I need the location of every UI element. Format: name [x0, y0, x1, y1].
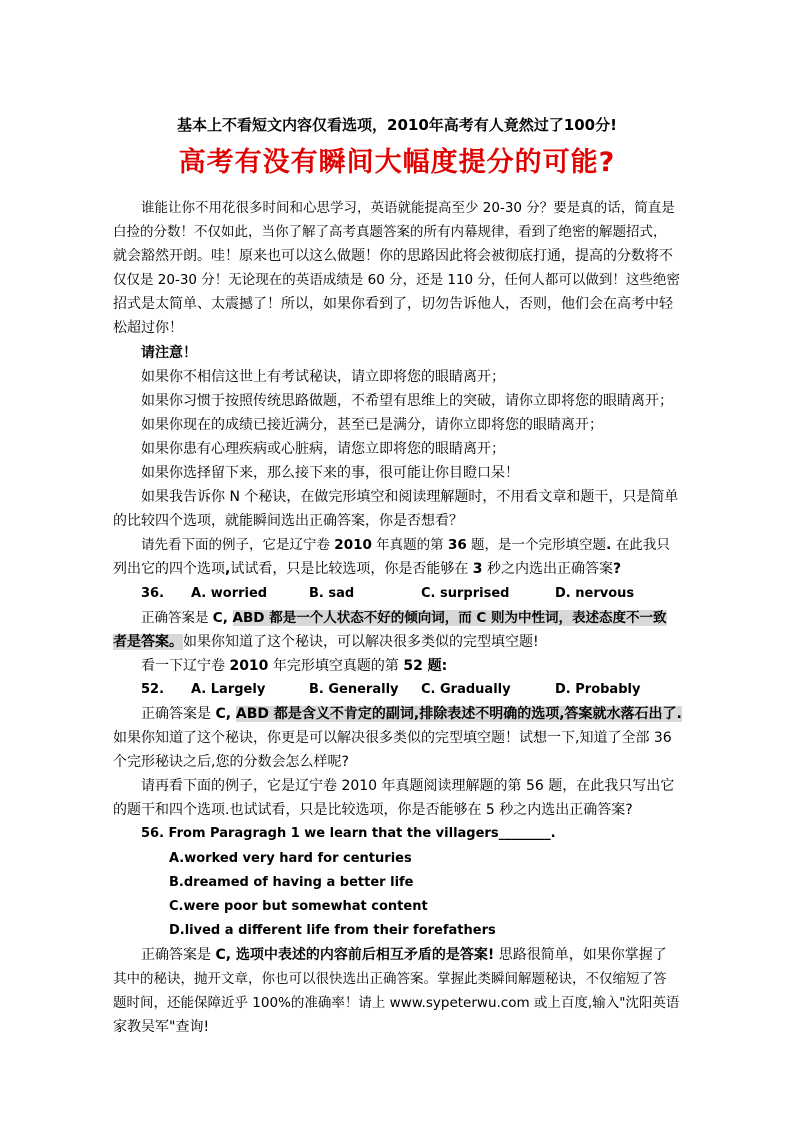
answer52-line3: 个完形秘诀之后,您的分数会怎么样呢? [113, 754, 349, 771]
answer-highlight: 选项中表述的内容前后相互矛盾的是答案! [235, 946, 495, 963]
text: 思路很简单，如果你掌握了 [494, 946, 667, 963]
notice-item: 如果你习惯于按照传统思路做题，不希望有思维上的突破，请你立即将您的眼睛离开； [141, 392, 673, 409]
question-number: 36. [141, 585, 165, 601]
text: 正确答案是 [141, 946, 216, 963]
answer-letter: C, [212, 609, 233, 626]
text: 看一下辽宁卷 [141, 657, 230, 674]
example3-intro: 的题干和四个选项.也试试看，只是比较选项，你是否能够在 5 秒之内选出正确答案? [113, 802, 633, 819]
question-56-option: C.were poor but somewhat content [169, 898, 428, 914]
punct: . [606, 537, 616, 554]
example1-intro [113, 533, 685, 557]
option: D. Probably [555, 681, 641, 697]
question-56-option: A.worked very hard for centuries [169, 850, 412, 866]
option: B. sad [309, 585, 355, 601]
text: 正确答案是 [141, 705, 216, 722]
seconds: 3 [472, 561, 483, 578]
text: 秒之内选出正确答案 [482, 561, 613, 578]
year: 2010 [334, 537, 372, 554]
option: A. worried [191, 585, 268, 601]
answer56-line2: 其中的秘诀，抛开文章，你也可以很快选出正确答案。掌握此类瞬间解题秘诀，不仅缩短了答 [113, 971, 667, 987]
example2-intro [113, 654, 685, 678]
question-56-stem: 56. From Paragragh 1 we learn that the villagers________. [141, 826, 556, 842]
intro-line: 松超过你！ [113, 320, 183, 337]
text: 在此我只 [615, 537, 670, 554]
example1-intro-line2 [113, 557, 685, 581]
notice-item: 如果你不相信这世上有考试秘诀，请立即将您的眼睛离开； [141, 368, 505, 385]
punct: ? [612, 561, 622, 578]
option: C. surprised [421, 585, 510, 601]
question-52-options [113, 678, 685, 702]
text: 题，是一个完形填空题 [466, 537, 607, 554]
answer-letter: C, [215, 946, 236, 963]
notice-heading: 请注意！ [141, 344, 197, 361]
option: C. Gradually [421, 681, 511, 697]
answer-highlight: ABD 都是含义不肯定的副词,排除表述不明确的选项,答案就水落石出了. [235, 705, 682, 722]
punct: , [225, 561, 231, 578]
answer36-line2 [113, 630, 685, 654]
option: A. Largely [191, 681, 266, 697]
text: 年真题的第 [371, 537, 448, 554]
answer52-line2: 如果你知道了这个秘诀，你更是可以解决很多类似的完型填空题！试想一下,知道了全部 36 [113, 730, 672, 747]
page-title: 高考有没有瞬间大幅度提分的可能? [178, 147, 616, 178]
option: D. nervous [555, 585, 635, 601]
option: B. Generally [309, 681, 399, 697]
n-secret-line: 如果我告诉你 N 个秘诀，在做完形填空和阅读理解题时，不用看文章和题干，只是简单 [141, 489, 679, 506]
question-number: 52 [403, 657, 423, 674]
notice-item: 如果你患有心理疾病或心脏病，请您立即将您的眼睛离开； [141, 440, 505, 457]
question-56-option: D.lived a different life from their forefathers [169, 922, 496, 938]
answer36-line1 [113, 606, 685, 630]
text: 请先看下面的例子，它是辽宁卷 [141, 537, 335, 554]
answer-letter: C, [215, 705, 236, 722]
text: 年完形填空真题的第 [268, 657, 404, 674]
answer52-line1 [113, 702, 685, 726]
answer-highlight: 者是答案。 [113, 633, 183, 650]
text: 试试看，只是比较选项，你是否能够在 [230, 561, 473, 578]
text: 正确答案是 [141, 609, 213, 626]
answer56-line4: 家教吴军"查询! [113, 1019, 210, 1036]
question-56-option: B.dreamed of having a better life [169, 874, 414, 890]
intro-line: 仅仅是 20-30 分！无论现在的英语成绩是 60 分，还是 110 分，任何人都可以做到！这些绝密 [113, 272, 680, 289]
intro-line: 招式是太简单、太震撼了！所以，如果你看到了，切勿告诉他人，否则，他们会在高考中轻 [113, 296, 673, 313]
year: 2010 [229, 657, 269, 674]
page-subtitle: 基本上不看短文内容仅看选项，2010年高考有人竟然过了100分! [177, 116, 617, 134]
text: 题: [422, 657, 448, 674]
intro-line: 白捡的分数！不仅如此，当你了解了高考真题答案的所有内幕规律，看到了绝密的解题招式， [113, 224, 667, 241]
intro-line: 就会豁然开朗。哇！原来也可以这么做题！你的思路因此将会被彻底打通，提高的分数将不 [113, 248, 673, 265]
answer-highlight: ABD 都是一个人状态不好的倾向词，而 C 则为中性词，表述态度不一致 [232, 609, 667, 626]
question-number: 36 [447, 537, 467, 554]
text: 如果你知道了这个秘诀，可以解决很多类似的完型填空题! [183, 633, 539, 650]
answer56-line1 [113, 943, 685, 967]
n-secret-line: 的比较四个选项，就能瞬间选出正确答案，你是否想看？ [113, 513, 463, 530]
question-36-options [113, 582, 685, 606]
notice-item: 如果你选择留下来，那么接下来的事，很可能让你目瞪口呆！ [141, 465, 519, 482]
question-number: 52. [141, 681, 165, 697]
notice-item: 如果你现在的成绩已接近满分，甚至已是满分，请你立即将您的眼睛离开； [141, 416, 603, 433]
example3-intro: 请再看下面的例子，它是辽宁卷 2010 年真题阅读理解题的第 56 题，在此我只写出它 [141, 778, 675, 795]
text: 列出它的四个选项 [113, 561, 225, 578]
answer56-line3: 题时间，还能保障近乎 100%的准确率！请上 www.sypeterwu.com 或上百度,输入"沈阳英语 [113, 995, 680, 1012]
intro-line: 谁能让你不用花很多时间和心思学习，英语就能提高至少 20-30 分？要是真的话，简直是 [141, 200, 675, 216]
article-body [113, 196, 685, 1039]
